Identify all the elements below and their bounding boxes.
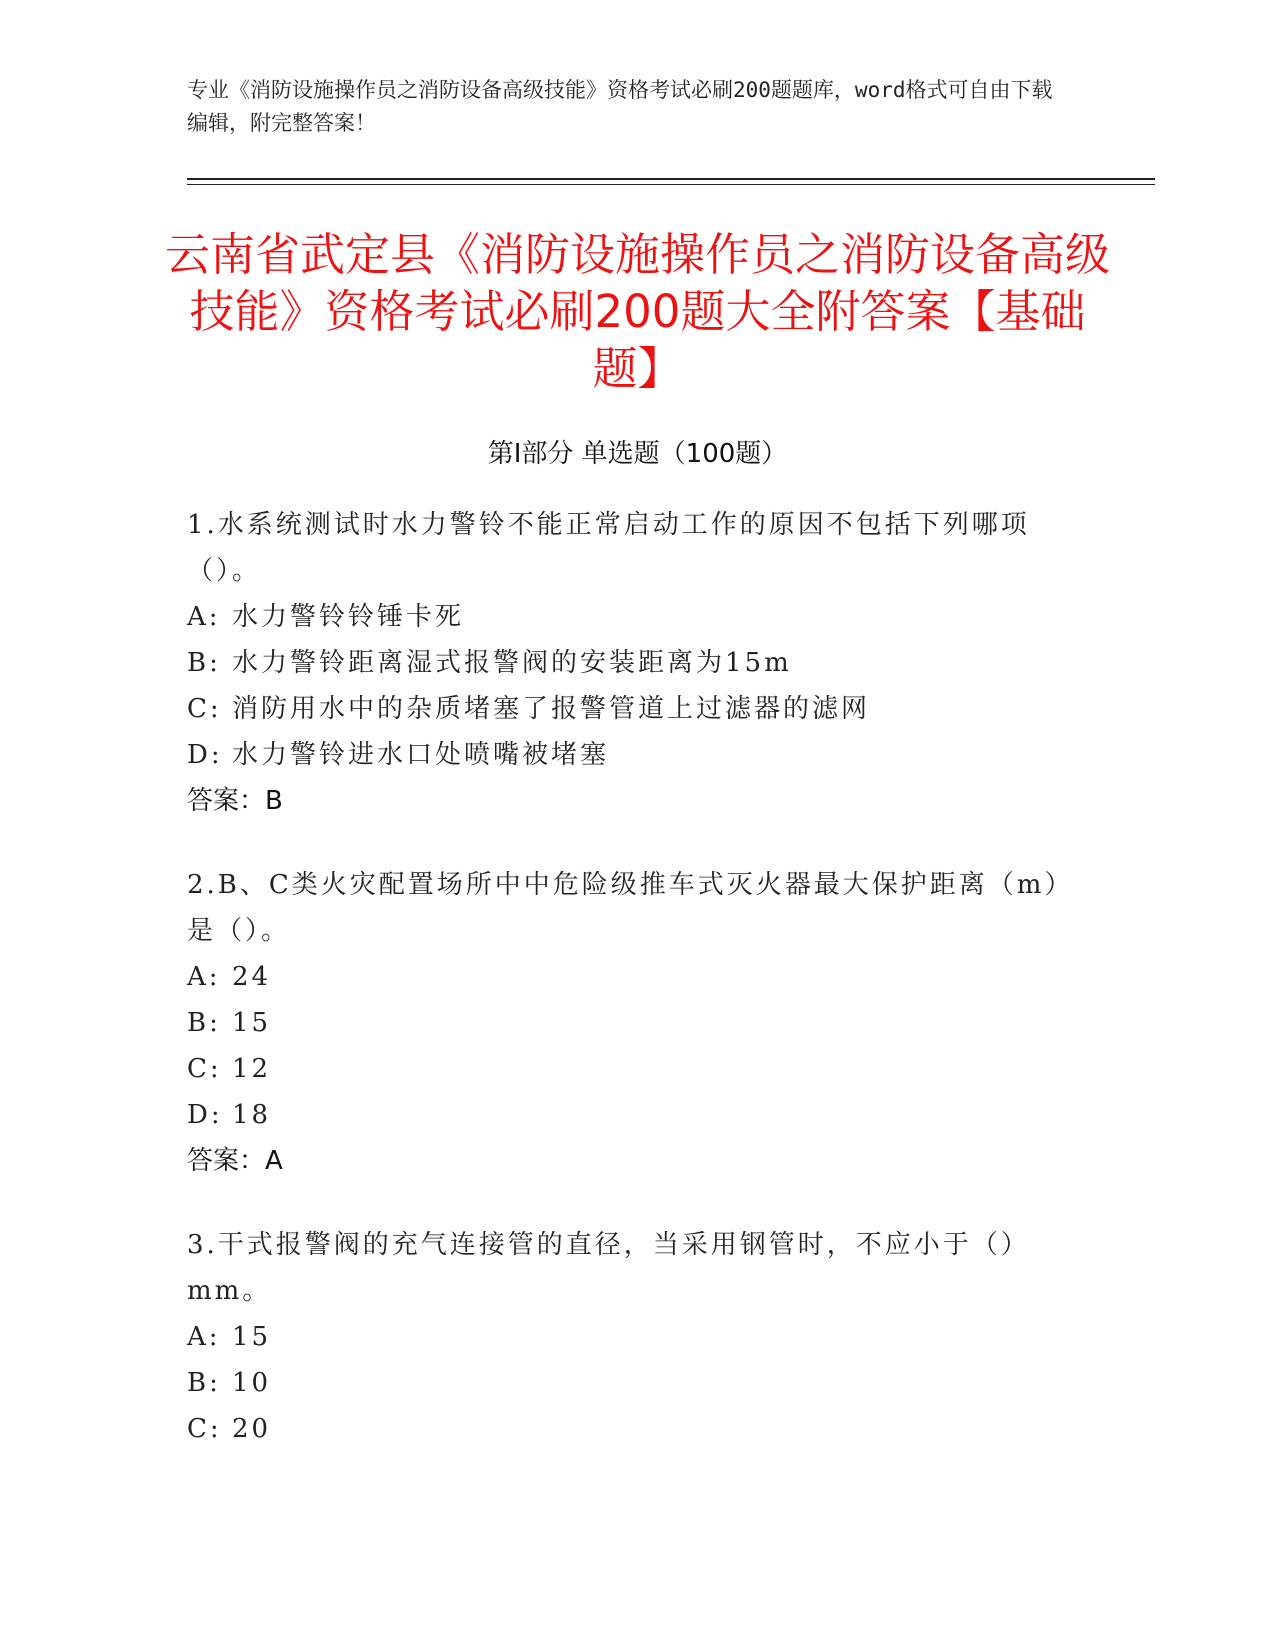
option-text: 水力警铃铃锤卡死	[232, 602, 465, 632]
option-key: A:	[187, 1322, 221, 1352]
option-key: B:	[187, 1368, 221, 1398]
option-b	[187, 640, 1087, 686]
option-text: 15	[232, 1008, 272, 1038]
option-key: A:	[187, 962, 221, 992]
answer-value: A	[265, 1146, 283, 1176]
option-a	[187, 954, 1087, 1000]
option-a	[187, 594, 1087, 640]
question-3	[187, 1222, 1087, 1452]
question-stem: 1.水系统测试时水力警铃不能正常启动工作的原因不包括下列哪项（）。	[187, 510, 1030, 586]
option-key: D:	[187, 740, 223, 770]
option-text: 18	[232, 1100, 272, 1130]
header-divider-thin	[187, 184, 1155, 185]
option-c	[187, 1046, 1087, 1092]
option-d	[187, 732, 1087, 778]
question-stem: 3.干式报警阀的充气连接管的直径，当采用钢管时，不应小于（）mm。	[187, 1230, 1030, 1306]
option-key: B:	[187, 1008, 221, 1038]
option-a	[187, 1314, 1087, 1360]
option-text: 24	[232, 962, 272, 992]
answer-line	[187, 1138, 1087, 1184]
answer-label: 答案：	[187, 1146, 266, 1176]
question-stem: 2.B、C类火灾配置场所中中危险级推车式灭火器最大保护距离（m）是（）。	[187, 870, 1074, 946]
answer-value: B	[265, 786, 283, 816]
option-b	[187, 1360, 1087, 1406]
option-key: C:	[187, 1414, 222, 1444]
header-note: 专业《消防设施操作员之消防设备高级技能》资格考试必刷200题题库，word格式可自由下载编辑，附完整答案！	[187, 78, 1053, 135]
option-key: C:	[187, 1054, 222, 1084]
option-key: B:	[187, 648, 221, 678]
document-title: 云南省武定县《消防设施操作员之消防设备高级技能》资格考试必刷200题大全附答案【基础题】	[164, 228, 1110, 395]
answer-label: 答案：	[187, 786, 266, 816]
answer-line	[187, 778, 1087, 824]
option-b	[187, 1000, 1087, 1046]
option-text: 10	[232, 1368, 272, 1398]
option-key: C:	[187, 694, 222, 724]
option-key: D:	[187, 1100, 223, 1130]
option-d	[187, 1092, 1087, 1138]
header-divider-thick	[187, 178, 1155, 180]
section-title: 第I部分 单选题（100题）	[487, 439, 788, 469]
question-2	[187, 862, 1087, 1184]
option-text: 12	[232, 1054, 272, 1084]
question-1	[187, 502, 1087, 824]
option-text: 水力警铃进水口处喷嘴被堵塞	[232, 740, 610, 770]
option-key: A:	[187, 602, 221, 632]
option-text: 20	[232, 1414, 272, 1444]
option-text: 15	[232, 1322, 272, 1352]
option-c	[187, 686, 1087, 732]
option-text: 水力警铃距离湿式报警阀的安装距离为15m	[232, 648, 792, 678]
option-c	[187, 1406, 1087, 1452]
option-text: 消防用水中的杂质堵塞了报警管道上过滤器的滤网	[232, 694, 871, 724]
